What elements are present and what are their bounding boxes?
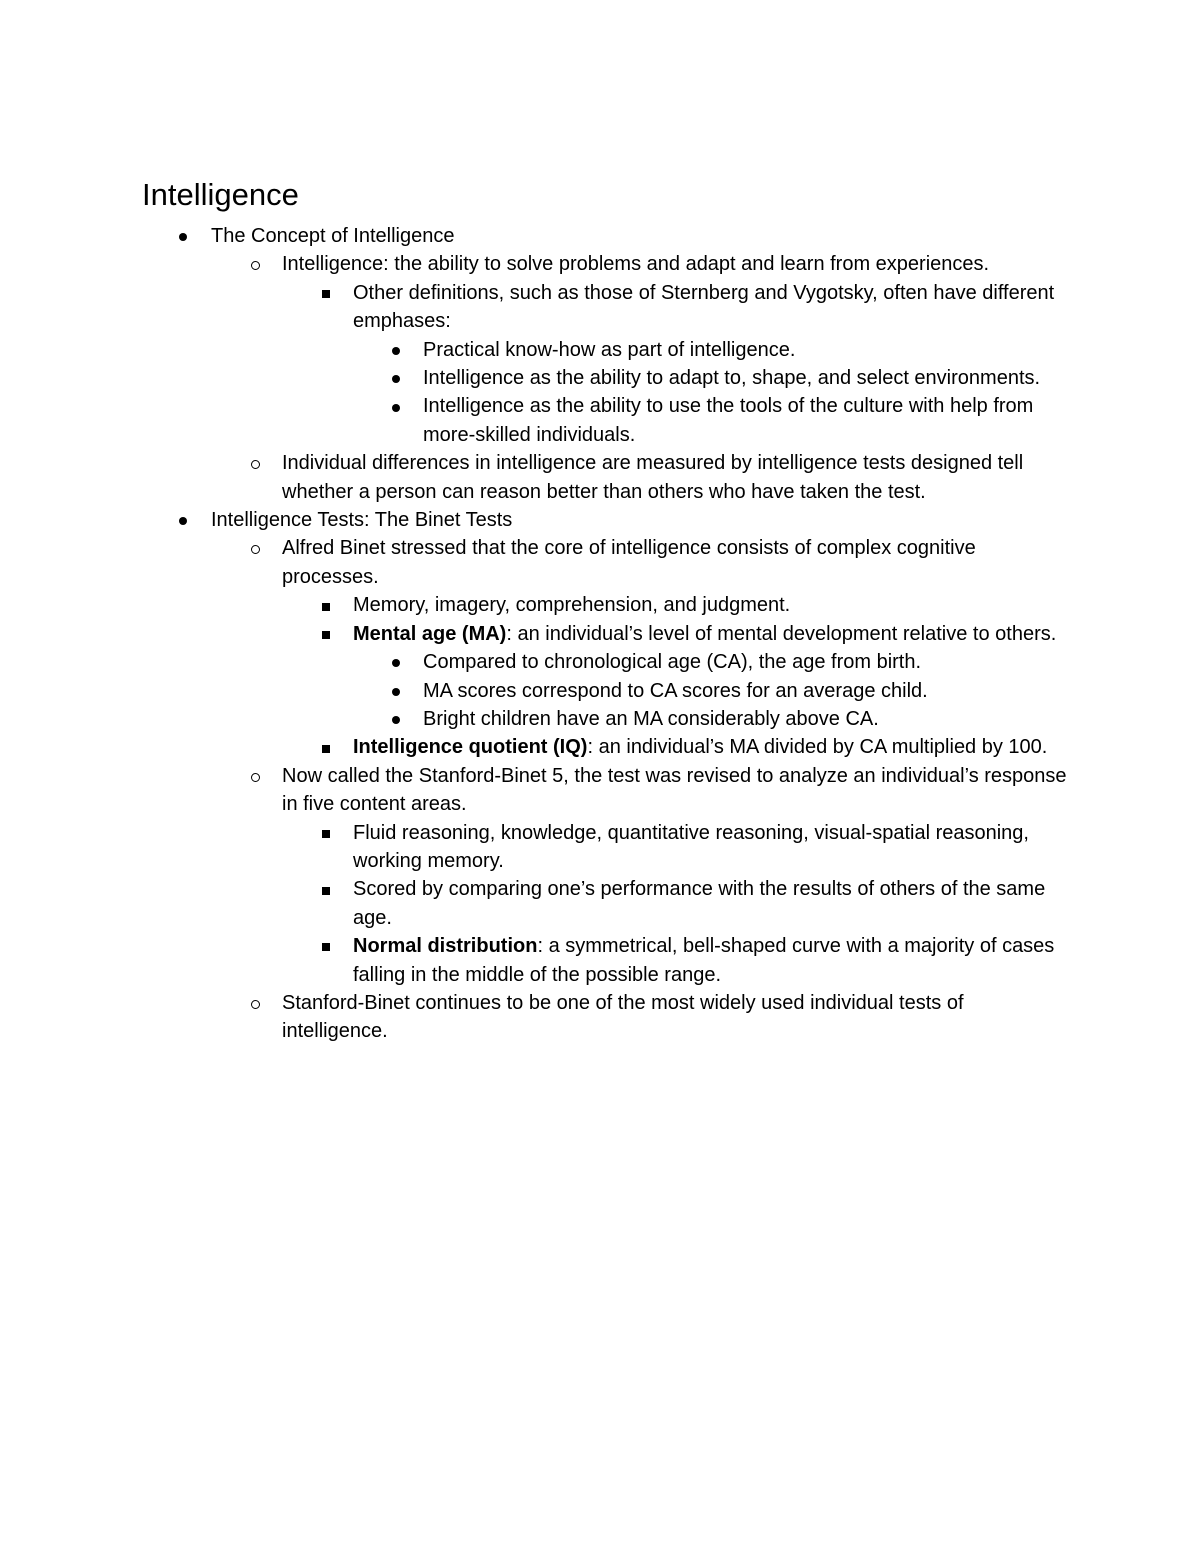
list-item: [0, 449, 1072, 506]
list-item: [0, 648, 1048, 676]
document-title: Intelligence: [142, 177, 299, 212]
term-mental-age: Mental age (MA): [353, 622, 507, 645]
list-item: [0, 279, 1063, 336]
list-item: [0, 819, 1063, 876]
bullet-square-icon: [316, 819, 336, 847]
bullet-square-icon: [316, 620, 336, 648]
bullet-dot-icon: [386, 705, 406, 733]
bullet-dot-icon: [386, 336, 406, 364]
point-text: Intelligence as the ability to adapt to, shape, and select environments.: [423, 367, 1041, 390]
bullet-circle-icon: [245, 989, 265, 1017]
bullet-dot-icon: [173, 506, 193, 534]
point-text: Bright children have an MA considerably above CA.: [423, 707, 879, 730]
bullet-square-icon: [316, 591, 336, 619]
point-text: Fluid reasoning, knowledge, quantitative reasoning, visual-spatial reasoning, working memory.: [353, 821, 1029, 872]
point-text: Memory, imagery, comprehension, and judgment.: [353, 594, 791, 617]
bullet-square-icon: [316, 733, 336, 761]
point-text: Compared to chronological age (CA), the age from birth.: [423, 651, 922, 674]
point-text: Now called the Stanford-Binet 5, the test was revised to analyze an individual’s response in five content areas.: [282, 764, 1067, 816]
bullet-circle-icon: [245, 250, 265, 278]
bullet-circle-icon: [245, 534, 265, 562]
list-item: [0, 336, 1048, 364]
list-item: [0, 875, 1063, 932]
list-item: [0, 250, 1072, 278]
term-normal-distribution: Normal distribution: [353, 935, 538, 958]
bullet-square-icon: [316, 932, 336, 960]
bullet-dot-icon: [386, 392, 406, 420]
list-item-binet-tests: [0, 506, 1071, 534]
outline: [0, 222, 1200, 1046]
point-text: Individual differences in intelligence are measured by intelligence tests designed tell whether a person can reason better than others who have taken the test.: [282, 452, 1024, 503]
point-text: Scored by comparing one’s performance with the results of others of the same age.: [353, 878, 1046, 929]
bullet-square-icon: [316, 279, 336, 307]
point-text: Intelligence: the ability to solve problems and adapt and learn from experiences.: [282, 253, 990, 276]
list-item: [0, 677, 1048, 705]
bullet-dot-icon: [386, 677, 406, 705]
list-item: [0, 392, 1048, 449]
list-item-concept: [0, 222, 1071, 250]
point-text: : an individual’s MA divided by CA multiplied by 100.: [587, 736, 1048, 759]
list-item: [0, 591, 1063, 619]
bullet-dot-icon: [386, 648, 406, 676]
point-text: Stanford-Binet continues to be one of the most widely used individual tests of intelligence.: [282, 991, 964, 1043]
bullet-square-icon: [316, 875, 336, 903]
bullet-circle-icon: [245, 449, 265, 477]
list-item: [0, 620, 1063, 648]
point-text: : a symmetrical, bell-shaped curve with a majority of cases falling in the middle of the possible range.: [353, 935, 1055, 986]
term-iq: Intelligence quotient (IQ): [353, 736, 588, 759]
bullet-dot-icon: [386, 364, 406, 392]
bullet-circle-icon: [245, 762, 265, 790]
point-text: : an individual’s level of mental development relative to others.: [506, 622, 1057, 645]
point-text: Other definitions, such as those of Sternberg and Vygotsky, often have different emphases:: [353, 281, 1055, 333]
list-item: [0, 364, 1048, 392]
list-item: [0, 534, 1072, 591]
point-text: Intelligence as the ability to use the tools of the culture with help from more-skilled individuals.: [423, 395, 1034, 446]
bullet-dot-icon: [173, 222, 193, 250]
point-text: Alfred Binet stressed that the core of intelligence consists of complex cognitive processes.: [282, 537, 976, 588]
list-item: [0, 762, 1072, 819]
section-heading: Intelligence Tests: The Binet Tests: [211, 509, 513, 532]
point-text: MA scores correspond to CA scores for an average child.: [423, 679, 928, 702]
list-item: [0, 932, 1063, 989]
list-item: [0, 705, 1048, 733]
point-text: Practical know-how as part of intelligence.: [423, 338, 796, 361]
list-item: [0, 733, 1063, 761]
list-item: [0, 989, 1072, 1046]
section-heading: The Concept of Intelligence: [211, 225, 455, 247]
